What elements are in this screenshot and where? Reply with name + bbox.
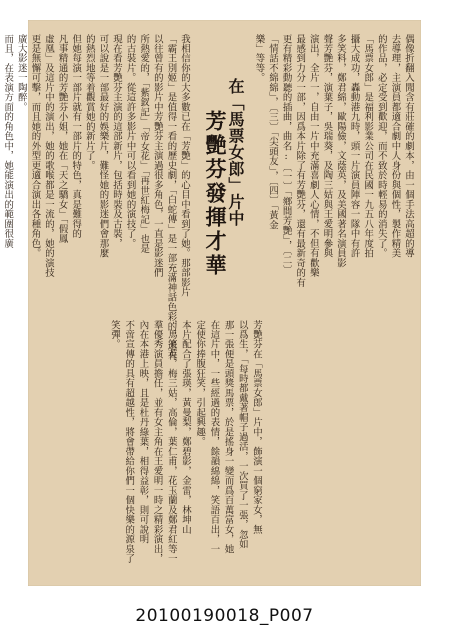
text-column: 所熱愛的，「紫釵記」「帝女花」「再世紅梅記」也是 xyxy=(138,34,150,254)
title-main: 芳艷芬發揮才華 xyxy=(203,110,228,278)
text-column: 「情話不綿綿」，〔三〕「尖頭友」，〔四〕「黃金 xyxy=(267,34,278,230)
text-column: 「霸王別姬」是值得一看的歷史劇，「白蛇傳」是一部充滿神話色彩的，還有 xyxy=(165,34,177,361)
text-column: 多笑料，鄭君綿，歐陽儉，文蔭英，及美國著名演員影 xyxy=(335,34,346,268)
text-column: 現在看芳艷芬主演的這部新片，包括時裝及古裝， xyxy=(111,34,122,249)
text-column: 笑彈。 xyxy=(109,320,120,350)
text-column: 更是無懈可擊，而且她的外型更適合演出各種角色。 xyxy=(29,34,41,259)
text-column: 聲芳艷芬，演葉子，吳瑞葵，及陶三姑與王愛明參與 xyxy=(321,34,333,259)
text-column: 樂」等等。 xyxy=(253,34,265,83)
text-column: 更有精彩動聽的插曲，曲名:〔一〕「鄉間芳艷」，〔二〕 xyxy=(280,34,292,275)
text-column: 去導理，主演員都適合劇中人身份與個性，製作精美 xyxy=(389,34,401,259)
text-column: 以往曾有的影片中芳艷芬主演過很多角色，一直是影迷們 xyxy=(151,34,163,278)
document-page xyxy=(2,20,421,586)
text-column: 內在本港上映，且是杜丹綠葉，相得益彰，則可說明 xyxy=(137,320,149,545)
text-column: 那一張便是頭獎馬票，於是搖身一變而爲百萬富女，她 xyxy=(222,320,234,554)
text-column: 「馬票女郎」是福利影業公司在民國一九五八年度拍 xyxy=(362,34,374,259)
text-column: 演出，全片一，自由一片中充滿喜劇人心情，不但有歡樂 xyxy=(307,34,319,278)
text-column: 的作品，必定受到歡迎，而不致於時輕易的消失了。 xyxy=(375,34,387,259)
text-column: 不啻宣傳的具有超越性，將會帶給你們一個快樂的源泉了 xyxy=(123,320,135,564)
text-column: 芳艷芬在「馬票女郎」片中，飾演一個窮家女，無 xyxy=(251,320,262,535)
text-column: 以爲生，「每時都戴著帽子過活，一次買了一張，忽如 xyxy=(236,320,248,550)
text-column: 在這片中，一些經過的表情，餘韻綿綿，笑語百出，一 xyxy=(208,320,220,554)
text-column: 虛凰」及這片中的演出，她的歌喉都是一流的，她的演技 xyxy=(43,34,54,278)
text-column: 偶像折翻入聞含有莊確的劇本，由一個手法高超的導 xyxy=(403,34,414,259)
text-column: 但她每演一部片就有一部片的特色，真是難得的 xyxy=(70,34,82,239)
text-column: 的熱烈地等着觀賞她的新片了。 xyxy=(83,34,95,171)
text-column: 而且，在表演方面的角色中，她能演出的範圍很廣 xyxy=(2,34,14,249)
text-column: ，馬笑英，梅三姑，高倫，葉仁甫，花玉蘭及鄭君紅等一 xyxy=(165,320,177,564)
text-column: 羣優秀演員擔任，並有女主角在王愛明一時之精彩演出， xyxy=(151,320,163,564)
text-column: 定使你捧腹狂笑，引起興趣。 xyxy=(194,320,206,447)
text-column: 攝大成功，轟動港九時，頭一片演員陣容一隊中有許 xyxy=(348,34,360,259)
text-column: 廣大影迷一陶醉。 xyxy=(15,34,27,112)
text-column: 最感到力分一部，因爲本片除了有芳艷芬，還有最新奇的有 xyxy=(294,34,306,288)
text-column: 的古裝片。從這許多影片中可以看到她的演技了。 xyxy=(124,34,136,249)
archive-caption: 20100190018_P007 xyxy=(135,606,314,626)
text-column: 本片配合了張瑛，黃曼梨，鄭碧影，金雷，林坤山 xyxy=(180,320,191,535)
text-column: 可以說是一部最好的娛樂片，難怪她的影迷們會那麼 xyxy=(97,34,109,259)
title-top: 在「馬票女郎」片中 xyxy=(226,78,245,227)
text-column: 凡事精通的芳艷芬小姐，她在「天之驕女」「假鳳 xyxy=(56,34,68,244)
text-column: 我相信你的大多數已在「芳艷」的心目中看到了她。那部影片 xyxy=(179,34,190,297)
